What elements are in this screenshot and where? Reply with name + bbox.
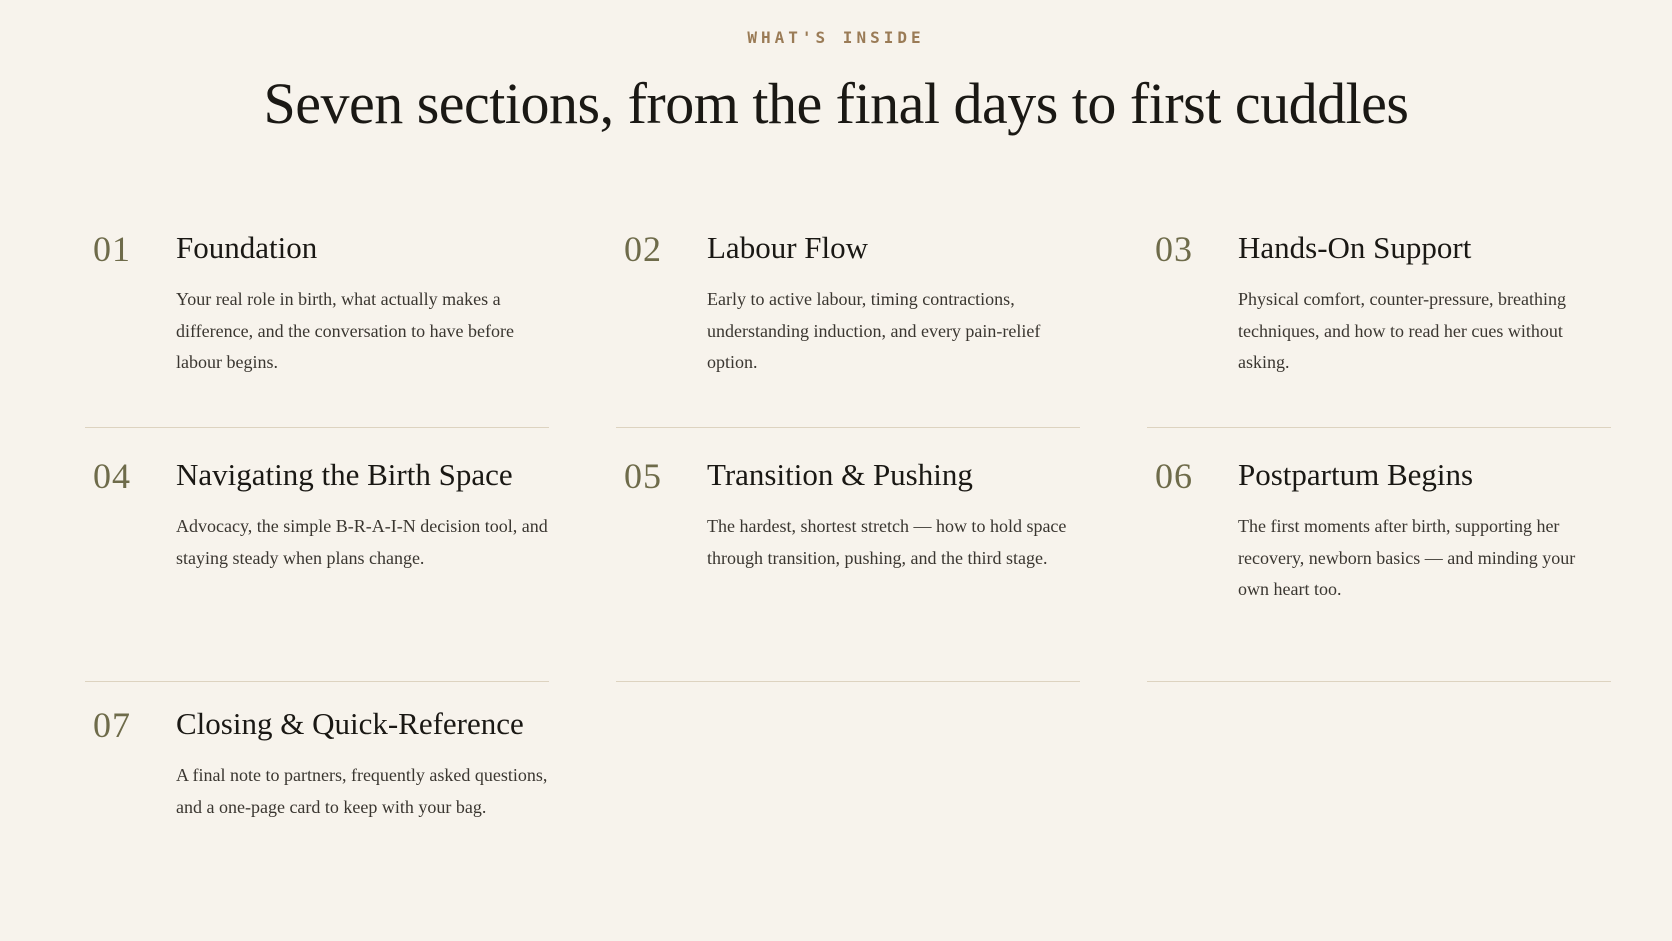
section-number: 03 — [1155, 229, 1193, 269]
section-card-title: Foundation — [176, 230, 318, 265]
sections-row — [85, 228, 1613, 428]
section-card-description: Your real role in birth, what actually makes a difference, and the conversation to have before labour begins. — [176, 289, 515, 372]
section-title: Seven sections, from the final days to first cuddles — [263, 71, 1409, 136]
section-card-03 — [1147, 228, 1611, 428]
section-card-title: Postpartum Begins — [1238, 457, 1474, 492]
section-card-title: Hands-On Support — [1238, 230, 1472, 265]
section-number: 01 — [93, 229, 131, 269]
section-card-05 — [616, 455, 1080, 682]
section-card-07 — [85, 704, 549, 904]
section-card-title: Navigating the Birth Space — [176, 457, 513, 492]
section-card-title: Transition & Pushing — [707, 457, 973, 492]
section-card-01 — [85, 228, 549, 428]
sections-row — [85, 428, 1613, 682]
section-number: 05 — [624, 456, 662, 496]
section-card-title: Labour Flow — [707, 230, 869, 265]
section-eyebrow: WHAT'S INSIDE — [747, 28, 925, 47]
section-card-06 — [1147, 455, 1611, 682]
sections-row — [85, 682, 1613, 904]
section-card-02 — [616, 228, 1080, 428]
section-number: 02 — [624, 229, 662, 269]
section-number: 04 — [93, 456, 131, 496]
section-number: 07 — [93, 705, 131, 745]
section-card-description: The first moments after birth, supporting her recovery, newborn basics — and minding your own heart too. — [1238, 516, 1576, 599]
section-card-description: A final note to partners, frequently asked questions, and a one-page card to keep with your bag. — [176, 765, 548, 817]
section-card-title: Closing & Quick-Reference — [176, 706, 524, 741]
section-card-description: Advocacy, the simple B-R-A-I-N decision tool, and staying steady when plans change. — [176, 516, 548, 568]
section-card-04 — [85, 455, 549, 682]
section-card-description: Early to active labour, timing contractions, understanding induction, and every pain-relief option. — [707, 289, 1041, 372]
section-card-description: The hardest, shortest stretch — how to hold space through transition, pushing, and the third stage. — [707, 516, 1067, 568]
section-card-description: Physical comfort, counter-pressure, breathing techniques, and how to read her cues without asking. — [1238, 289, 1567, 372]
sections-grid — [85, 228, 1613, 904]
section-number: 06 — [1155, 456, 1193, 496]
